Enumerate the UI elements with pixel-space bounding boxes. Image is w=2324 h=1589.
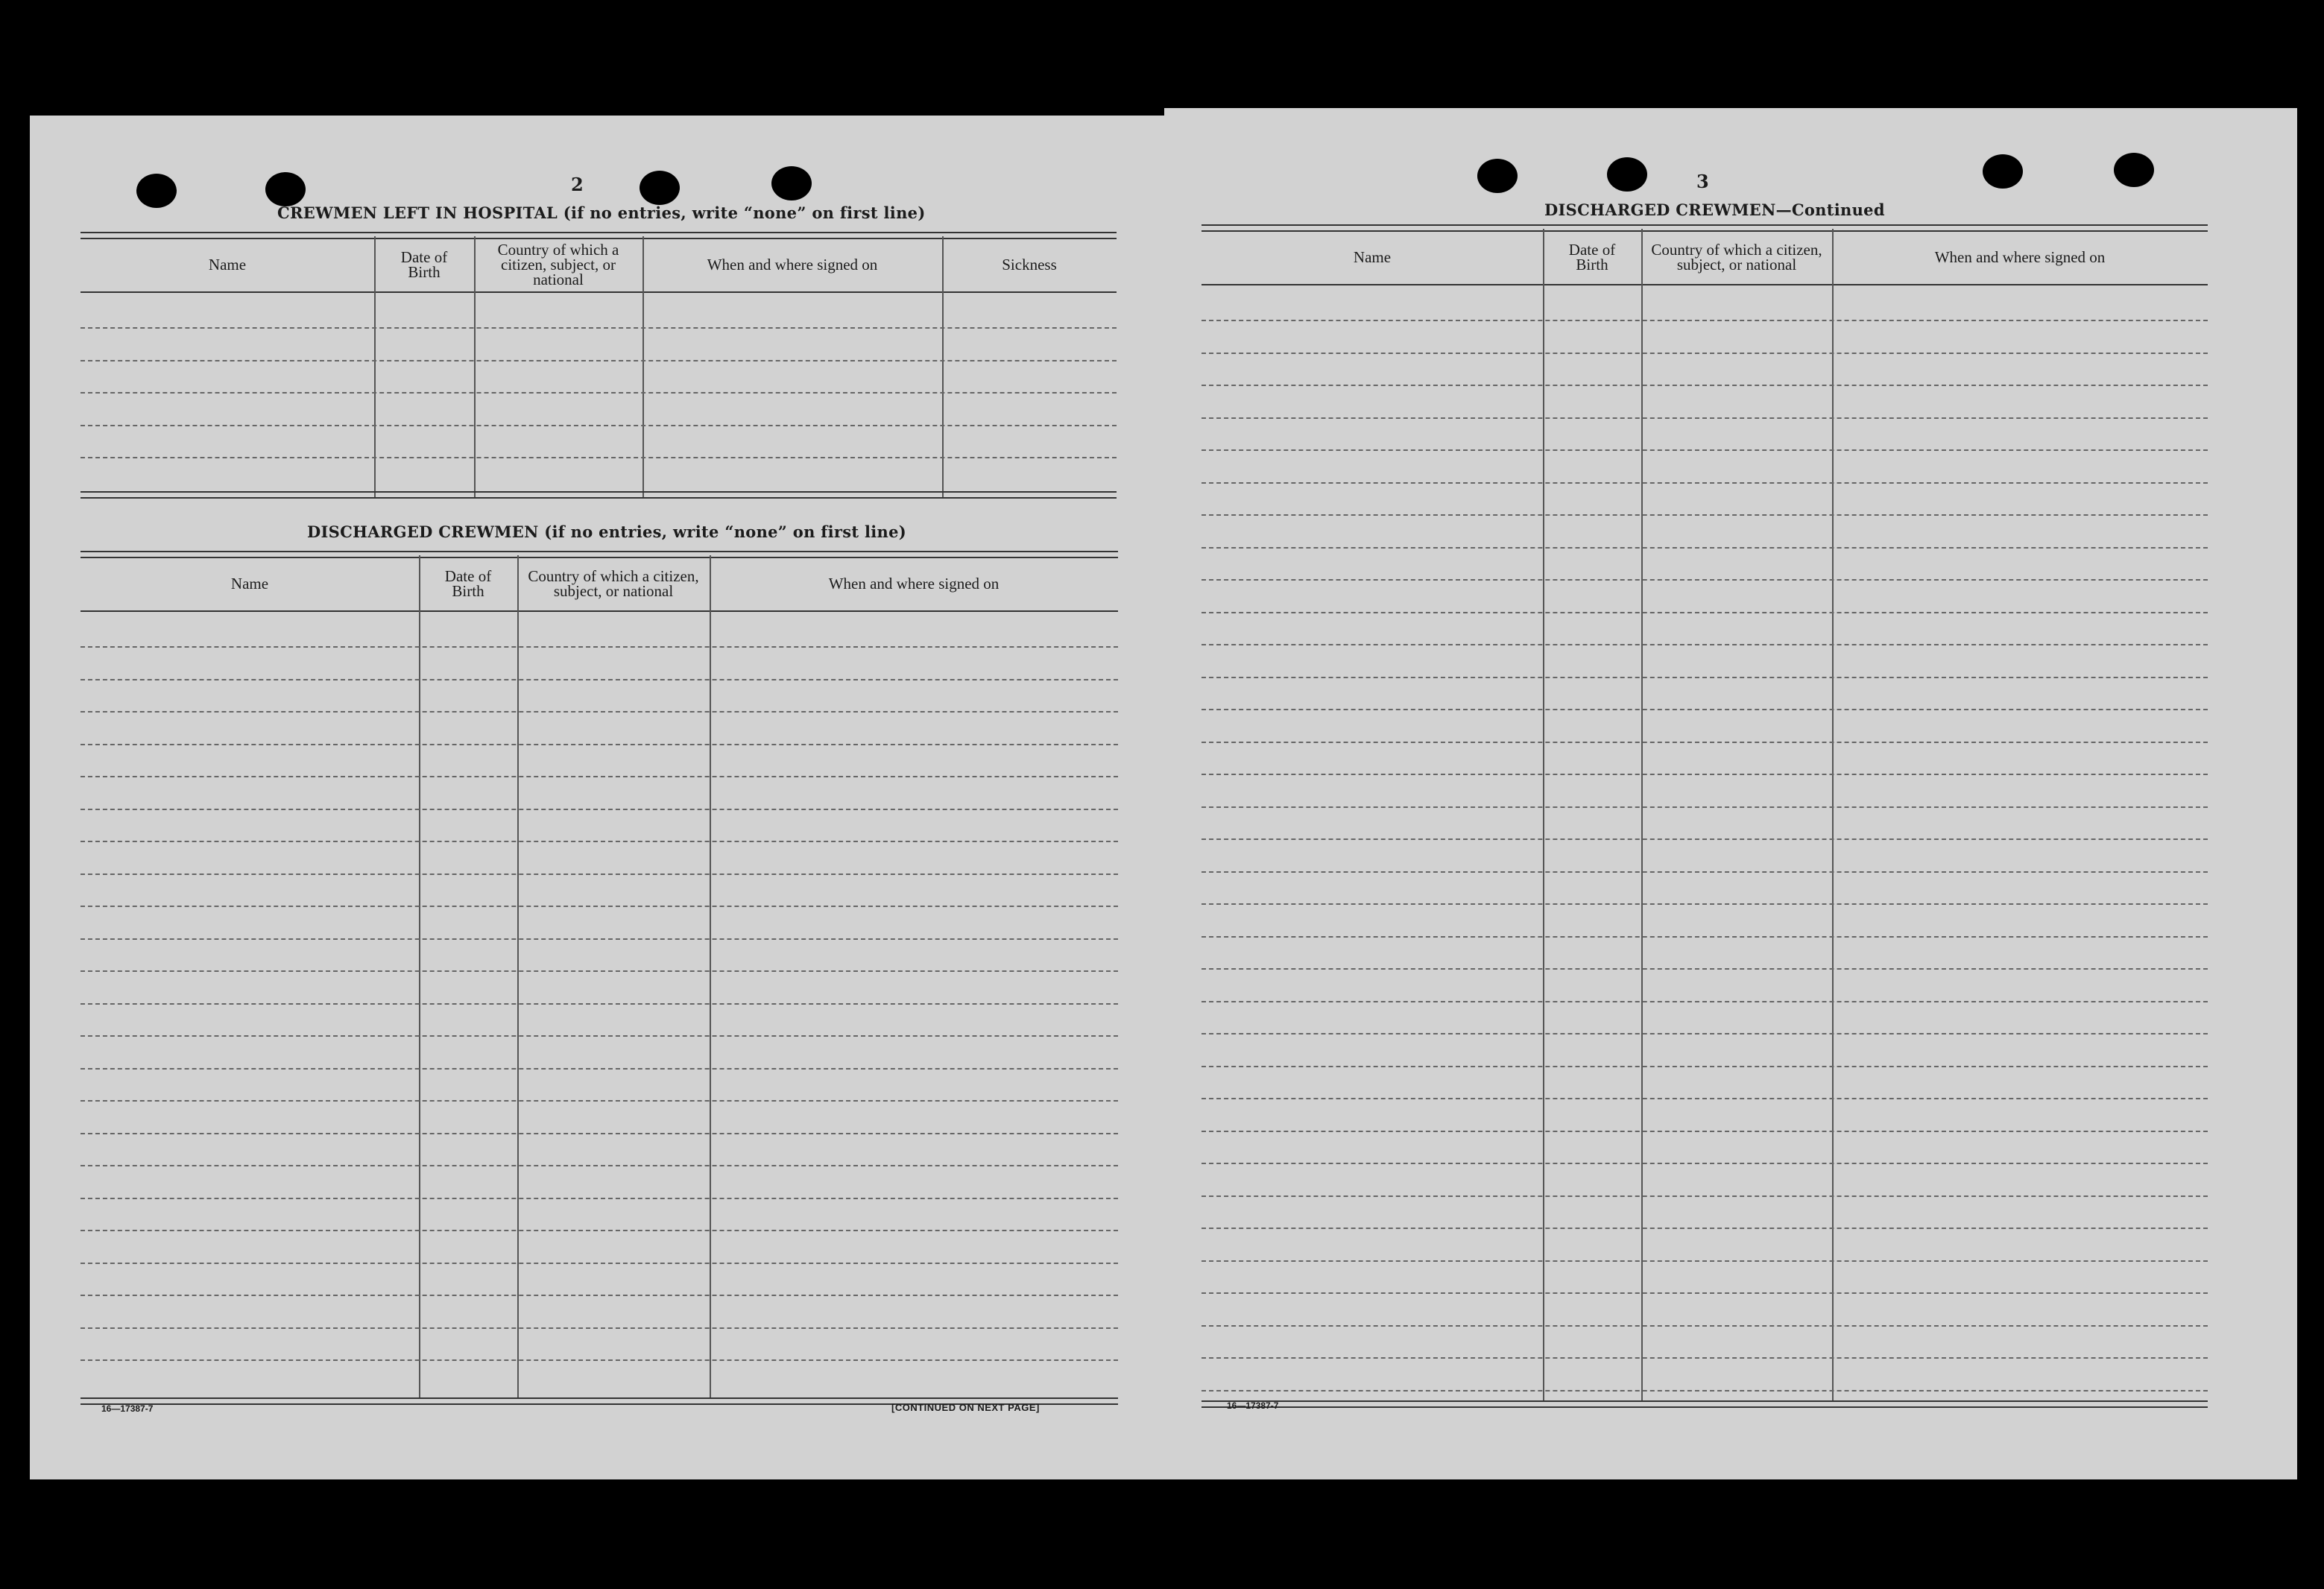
column-header-country: Country of which a citizen, subject, or national (528, 567, 699, 600)
table-row (80, 1165, 1118, 1166)
table-row (1202, 1131, 2208, 1132)
table-row (1202, 968, 2208, 970)
table-row (1202, 1325, 2208, 1327)
table-row (1202, 871, 2208, 873)
punch-hole (1607, 157, 1647, 192)
table-row (80, 1295, 1118, 1296)
column-header-signed-on: When and where signed on (707, 256, 878, 274)
table-row (1202, 579, 2208, 581)
punch-hole (265, 172, 306, 206)
table-row (80, 327, 1117, 329)
table-row (80, 679, 1118, 680)
table-row (80, 392, 1117, 394)
table-row (80, 1359, 1118, 1361)
column-header-country: Country of which a citizen, subject, or national (497, 241, 619, 288)
table-row (1202, 449, 2208, 451)
table-row (80, 646, 1118, 648)
table-row (1202, 1066, 2208, 1067)
column-header-date-of-birth: Date of Birth (1568, 241, 1616, 274)
table-row (80, 1230, 1118, 1231)
punch-hole (1983, 154, 2023, 189)
discharged-continued-table (1202, 224, 2208, 1405)
table-row (80, 1035, 1118, 1037)
table-row (80, 360, 1117, 361)
column-header-date-of-birth: Date of Birth (400, 248, 448, 281)
table-row (1202, 644, 2208, 645)
table-row (1202, 774, 2208, 775)
table-row (1202, 385, 2208, 386)
table-row (1202, 742, 2208, 743)
discharged-continued-title: DISCHARGED CREWMEN—Continued (1544, 200, 1885, 219)
column-header-signed-on: When and where signed on (1934, 248, 2106, 266)
column-header-name: Name (230, 575, 269, 593)
table-row (1202, 1001, 2208, 1002)
table-row (80, 711, 1118, 713)
table-row (1202, 709, 2208, 710)
table-row (1202, 1098, 2208, 1099)
table-row (80, 874, 1118, 875)
form-code: 16—17387-7 (1227, 1400, 1279, 1411)
hospital-table (80, 232, 1117, 497)
table-row (1202, 482, 2208, 484)
table-row (80, 1327, 1118, 1329)
table-row (80, 744, 1118, 745)
continued-note: [CONTINUED ON NEXT PAGE] (891, 1402, 1040, 1413)
punch-hole (1477, 159, 1518, 193)
table-row (1202, 1195, 2208, 1197)
page-number: 2 (571, 174, 584, 195)
table-row (1202, 353, 2208, 354)
table-row (1202, 838, 2208, 840)
column-header-signed-on: When and where signed on (828, 575, 1000, 593)
column-header-date-of-birth: Date of Birth (444, 567, 492, 600)
table-row (1202, 547, 2208, 549)
punch-hole (136, 174, 177, 208)
punch-hole (771, 166, 812, 200)
table-row (80, 1133, 1118, 1134)
hospital-section-title: CREWMEN LEFT IN HOSPITAL (if no entries, write “none” on first line) (277, 203, 926, 222)
right-page (1164, 108, 2297, 1479)
table-row (80, 841, 1118, 842)
left-page (30, 116, 1170, 1479)
table-row (1202, 1357, 2208, 1359)
table-row (1202, 903, 2208, 905)
page-number: 3 (1696, 171, 1709, 192)
table-row (1202, 677, 2208, 678)
punch-hole (640, 171, 680, 205)
discharged-section-title: DISCHARGED CREWMEN (if no entries, write “none” on first line) (307, 522, 907, 541)
table-row (80, 809, 1118, 810)
column-header-name: Name (208, 256, 247, 274)
table-row (1202, 417, 2208, 419)
punch-hole (2114, 153, 2154, 187)
table-row (80, 1068, 1118, 1070)
table-row (1202, 612, 2208, 613)
table-row (1202, 320, 2208, 321)
table-row (80, 776, 1118, 777)
table-row (1202, 1292, 2208, 1294)
table-row (80, 970, 1118, 972)
table-row (1202, 1163, 2208, 1164)
table-row (80, 1198, 1118, 1199)
column-header-name: Name (1353, 248, 1392, 266)
table-row (1202, 806, 2208, 808)
table-row (80, 457, 1117, 458)
table-row (1202, 1260, 2208, 1262)
table-row (1202, 514, 2208, 516)
table-row (80, 906, 1118, 907)
table-row (80, 1003, 1118, 1005)
table-row (1202, 1390, 2208, 1391)
discharged-table (80, 551, 1118, 1402)
table-row (1202, 1228, 2208, 1229)
table-row (80, 938, 1118, 940)
table-row (80, 1263, 1118, 1264)
table-row (80, 1100, 1118, 1102)
column-header-sickness: Sickness (1002, 256, 1057, 274)
column-header-country: Country of which a citizen, subject, or national (1651, 241, 1822, 274)
table-row (80, 425, 1117, 426)
form-code: 16—17387-7 (101, 1403, 154, 1414)
table-row (1202, 1033, 2208, 1034)
table-row (1202, 936, 2208, 938)
